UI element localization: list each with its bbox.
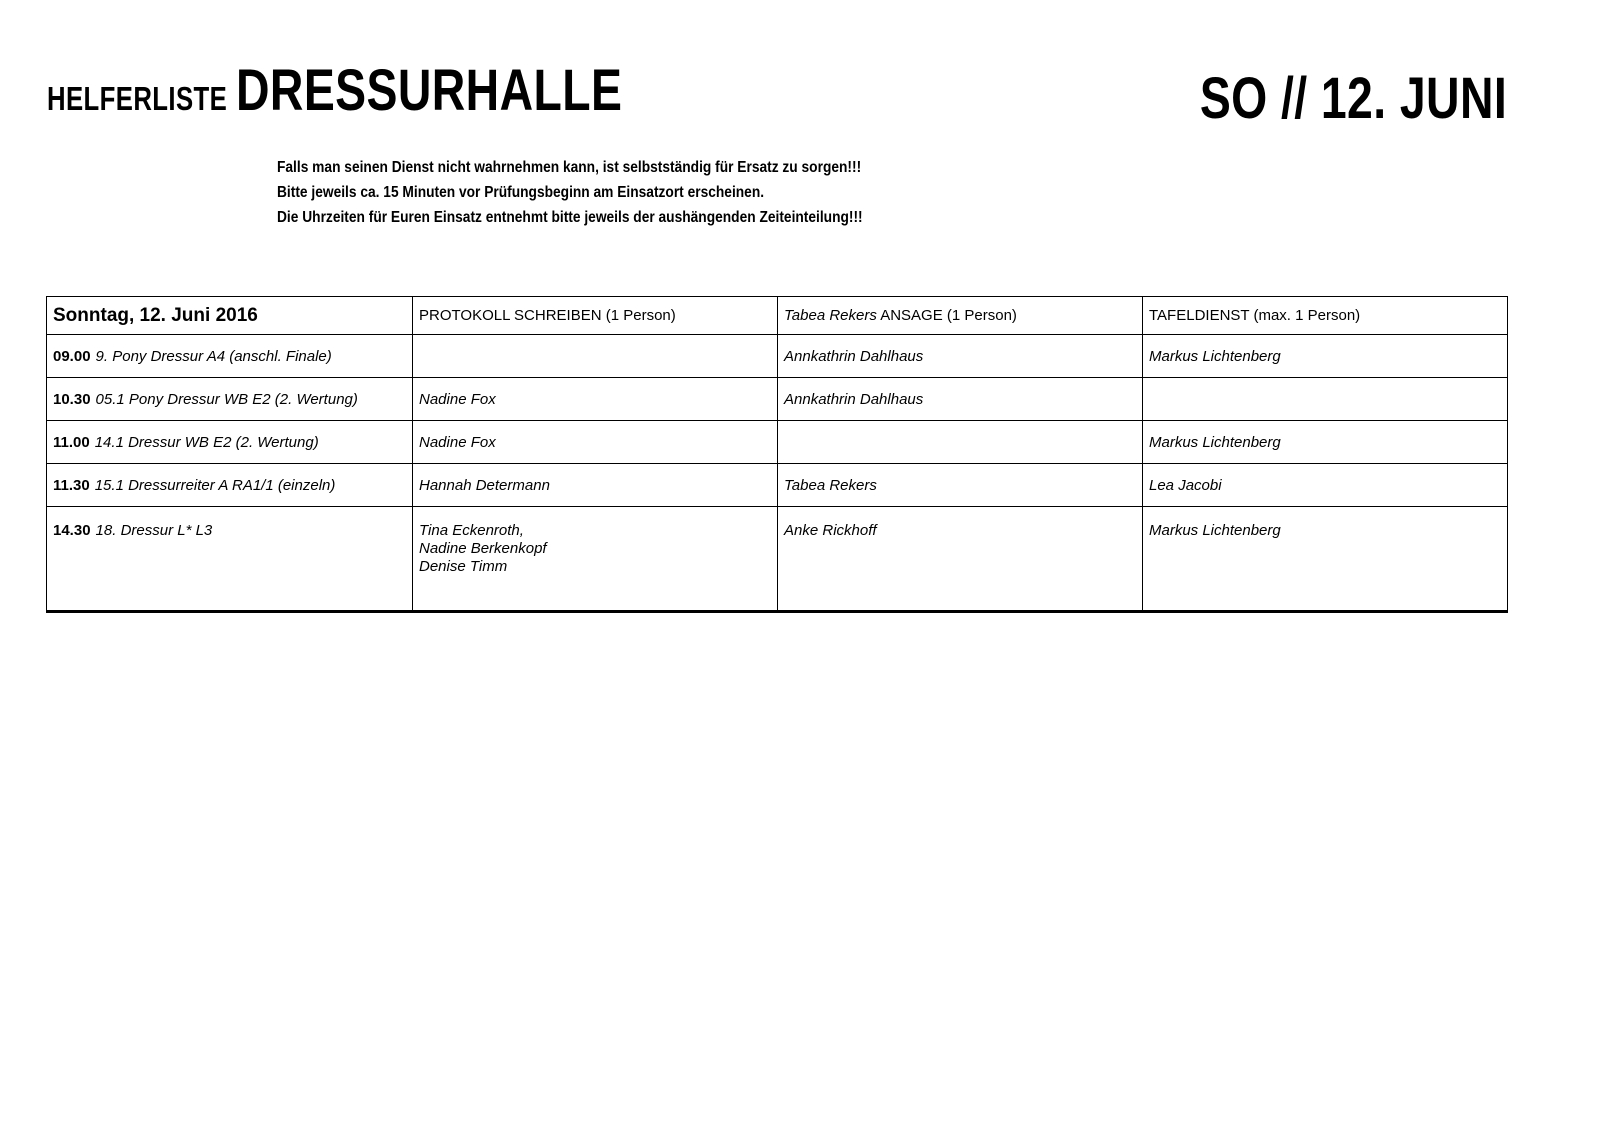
- table-row: [47, 378, 1508, 421]
- ansage-cell: [778, 421, 1143, 464]
- table-row: [47, 335, 1508, 378]
- event-name: 9. Pony Dressur A4 (anschl. Finale): [95, 347, 332, 365]
- event-name: 14.1 Dressur WB E2 (2. Wertung): [94, 433, 319, 451]
- helper-name: Tina Eckenroth,: [419, 522, 524, 539]
- event-cell: [47, 335, 413, 378]
- protokoll-cell: Nadine Fox: [413, 421, 778, 464]
- protokoll-cell: Hannah Determann: [413, 464, 778, 507]
- page-header: [47, 58, 719, 123]
- helper-schedule-table: [46, 296, 1508, 613]
- instructions: [277, 155, 958, 230]
- helper-name: Nadine Berkenkopf: [419, 540, 547, 557]
- protokoll-cell: [413, 335, 778, 378]
- ansage-cell: Tabea Rekers: [778, 464, 1143, 507]
- event-name: 15.1 Dressurreiter A RA1/1 (einzeln): [94, 476, 336, 494]
- list-type-label: HELFERLISTE: [47, 80, 228, 117]
- table-header-row: [47, 297, 1508, 335]
- instruction-line: Die Uhrzeiten für Euren Einsatz entnehmt bitte jeweils der aushängenden Zeiteinteilung!!!: [277, 209, 863, 226]
- ansage-cell: Annkathrin Dahlhaus: [778, 335, 1143, 378]
- table-row: [47, 507, 1508, 612]
- tafeldienst-cell: Markus Lichtenberg: [1143, 507, 1508, 612]
- event-name: 05.1 Pony Dressur WB E2 (2. Wertung): [95, 390, 358, 408]
- column-header-tafeldienst: TAFELDIENST (max. 1 Person): [1143, 297, 1508, 335]
- protokoll-cell: Nadine Fox: [413, 378, 778, 421]
- column-header-protokoll: PROTOKOLL SCHREIBEN (1 Person): [413, 297, 778, 335]
- event-cell: [47, 421, 413, 464]
- instruction-line: Bitte jeweils ca. 15 Minuten vor Prüfungsbeginn am Einsatzort erscheinen.: [277, 184, 765, 201]
- tafeldienst-cell: [1143, 378, 1508, 421]
- event-time: 11.00: [53, 433, 90, 451]
- event-time: 14.30: [53, 522, 91, 539]
- table-row: [47, 421, 1508, 464]
- helper-name: Denise Timm: [419, 558, 508, 575]
- protokoll-cell: [413, 507, 778, 612]
- instruction-line: Falls man seinen Dienst nicht wahrnehmen kann, ist selbstständig für Ersatz zu sorgen!!!: [277, 159, 862, 176]
- event-cell: [47, 507, 413, 612]
- ansage-header-label: ANSAGE (1 Person): [880, 307, 1017, 324]
- event-cell: [47, 378, 413, 421]
- tafeldienst-cell: Markus Lichtenberg: [1143, 335, 1508, 378]
- event-time: 11.30: [53, 476, 90, 494]
- ansage-cell: Annkathrin Dahlhaus: [778, 378, 1143, 421]
- tafeldienst-cell: Lea Jacobi: [1143, 464, 1508, 507]
- event-name: 18. Dressur L* L3: [95, 522, 213, 539]
- event-time: 10.30: [53, 390, 91, 408]
- event-cell: [47, 464, 413, 507]
- event-time: 09.00: [53, 347, 91, 365]
- table-row: [47, 464, 1508, 507]
- column-header-ansage: [778, 297, 1143, 335]
- date-heading: SO // 12. JUNI: [1199, 66, 1507, 131]
- ansage-cell: Anke Rickhoff: [778, 507, 1143, 612]
- day-heading: Sonntag, 12. Juni 2016: [47, 297, 413, 335]
- tafeldienst-cell: Markus Lichtenberg: [1143, 421, 1508, 464]
- page-title: DRESSURHALLE: [236, 58, 623, 123]
- ansage-header-name: Tabea Rekers: [784, 307, 877, 324]
